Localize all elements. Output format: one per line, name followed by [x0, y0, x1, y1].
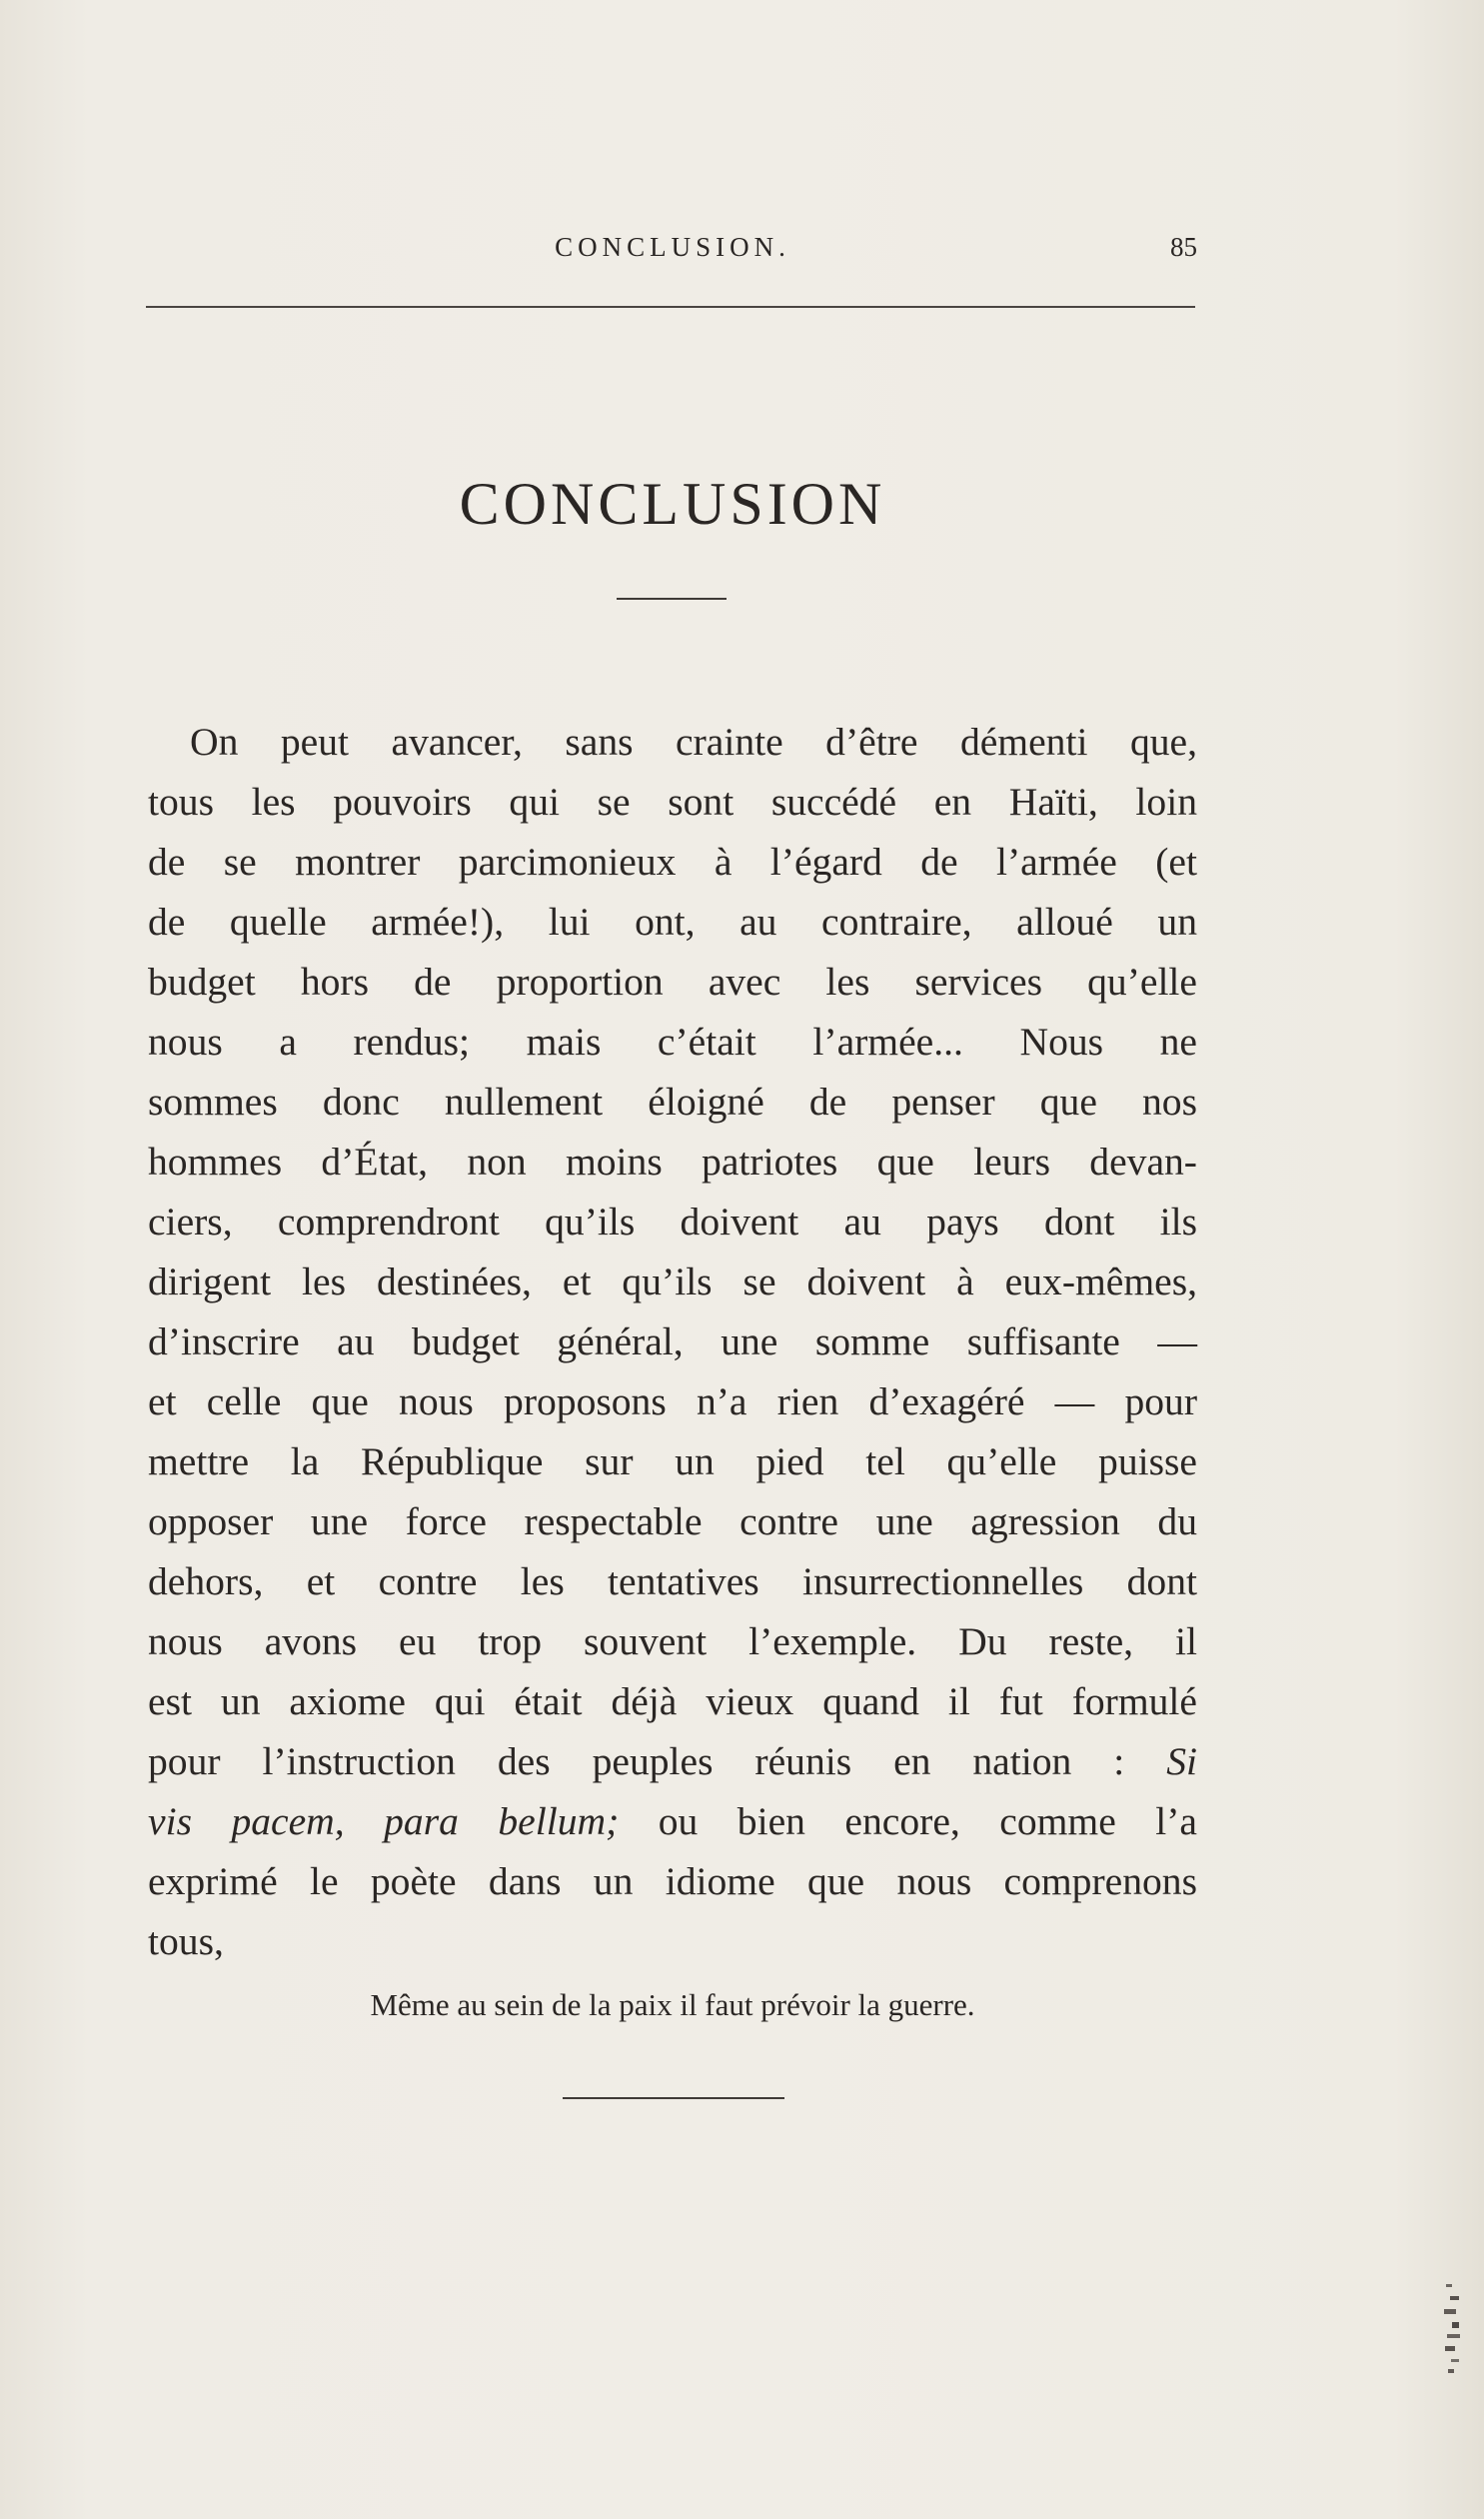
- header-rule: [146, 306, 1195, 308]
- text-line: est un axiome qui était déjà vieux quand il fut formulé: [148, 1679, 1197, 1723]
- text-line: dirigent les destinées, et qu’ils se doivent à eux-mêmes,: [148, 1260, 1197, 1303]
- end-rule: [563, 2097, 784, 2099]
- text-line: opposer une force respectable contre une agression du: [148, 1499, 1197, 1543]
- text-line: ciers, comprendront qu’ils doivent au pays dont ils: [148, 1200, 1197, 1244]
- text-line: [148, 1791, 1197, 1851]
- text-line: budget hors de proportion avec les services qu’elle: [148, 960, 1197, 1004]
- text-line: de quelle armée!), lui ont, au contraire, alloué un: [148, 900, 1197, 944]
- text-line: tous,: [148, 1919, 224, 1963]
- running-head-title: CONCLUSION.: [555, 232, 790, 262]
- text-line: hommes d’État, non moins patriotes que leurs devan-: [148, 1140, 1197, 1184]
- text-line: exprimé le poète dans un idiome que nous comprenons: [148, 1859, 1197, 1903]
- text-line: On peut avancer, sans crainte d’être démenti que,: [190, 720, 1197, 764]
- chapter-title: CONCLUSION: [459, 471, 886, 537]
- title-rule: [617, 598, 727, 600]
- page-number: 85: [1170, 232, 1197, 262]
- text-line-roman: ou bien encore, comme l’a: [658, 1799, 1197, 1843]
- paper-specks: [1436, 2274, 1474, 2394]
- latin-word: Si: [1166, 1739, 1197, 1783]
- text-line: dehors, et contre les tentatives insurrectionnelles dont: [148, 1559, 1197, 1603]
- text-line: et celle que nous proposons n’a rien d’exagéré — pour: [148, 1379, 1197, 1423]
- text-line: mettre la République sur un pied tel qu’elle puisse: [148, 1439, 1197, 1483]
- text-line: nous a rendus; mais c’était l’armée... Nous ne: [148, 1020, 1197, 1064]
- verse-quote: Même au sein de la paix il faut prévoir la guerre.: [370, 1987, 975, 2022]
- body-paragraph: [148, 712, 1197, 1971]
- text-line: d’inscrire au budget général, une somme suffisante —: [148, 1319, 1197, 1363]
- text-line: [148, 1731, 1197, 1791]
- text-line: nous avons eu trop souvent l’exemple. Du reste, il: [148, 1619, 1197, 1663]
- text-line-roman: pour l’instruction des peuples réunis en nation :: [148, 1739, 1125, 1783]
- text-line: de se montrer parcimonieux à l’égard de l’armée (et: [148, 840, 1197, 884]
- running-head: [148, 232, 1197, 272]
- text-line: sommes donc nullement éloigné de penser que nos: [148, 1080, 1197, 1124]
- latin-quote: vis pacem, para bellum;: [148, 1799, 620, 1843]
- text-line: tous les pouvoirs qui se sont succédé en Haïti, loin: [148, 780, 1197, 824]
